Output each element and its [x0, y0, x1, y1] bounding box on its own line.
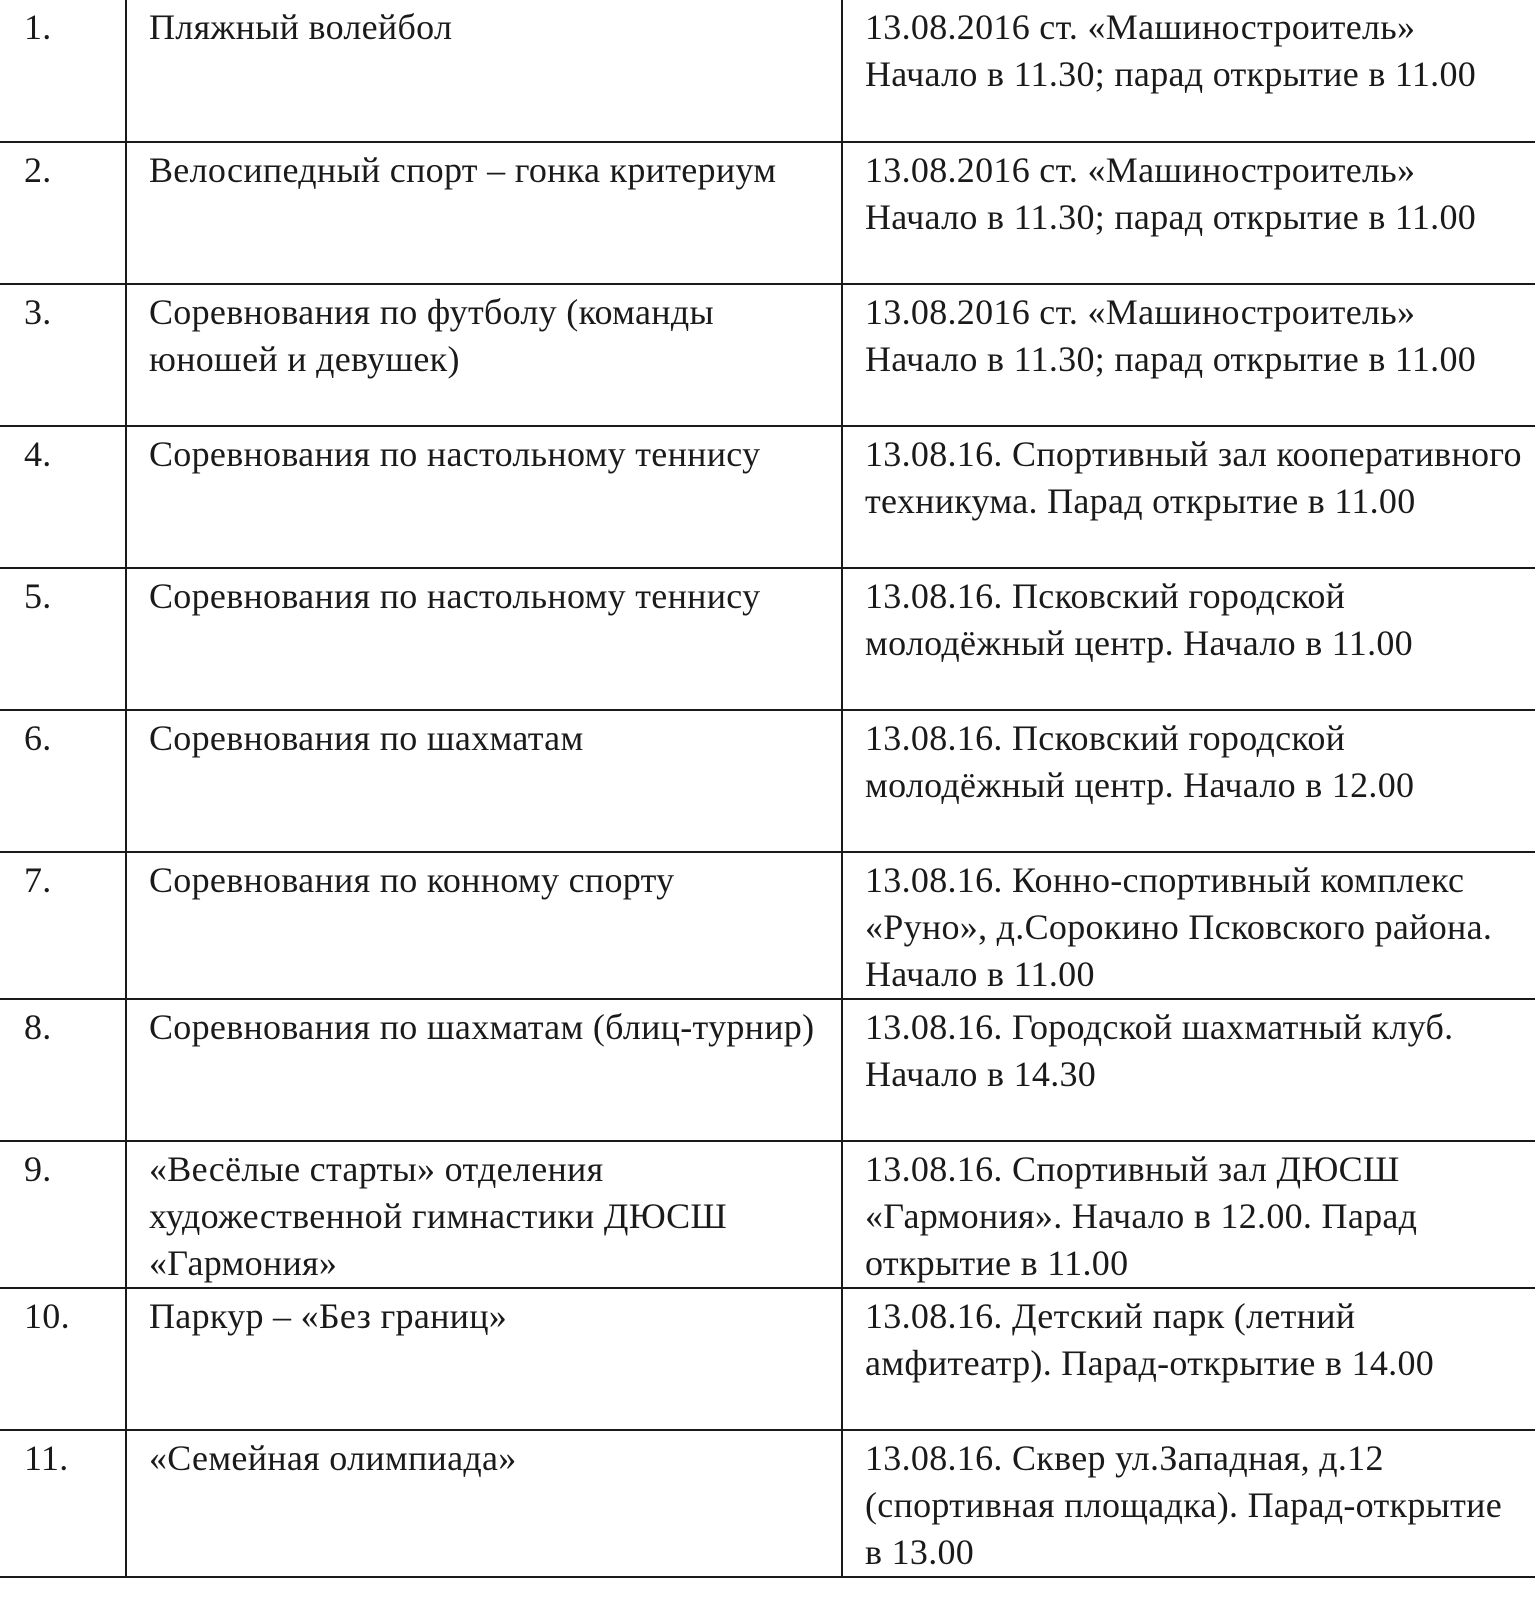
- event-name: Пляжный волейбол: [126, 0, 842, 142]
- event-name: «Семейная олимпиада»: [126, 1430, 842, 1577]
- row-number: 1.: [0, 0, 126, 142]
- event-details: 13.08.16. Спортивный зал ДЮСШ «Гармония». Начало в 12.00. Парад открытие в 11.00: [842, 1141, 1535, 1288]
- table-row: [0, 852, 1535, 999]
- event-name: Соревнования по шахматам (блиц-турнир): [126, 999, 842, 1141]
- event-details: 13.08.2016 ст. «Машиностроитель» Начало в 11.30; парад открытие в 11.00: [842, 0, 1535, 142]
- event-name: Велосипедный спорт – гонка критериум: [126, 142, 842, 284]
- table-row: [0, 710, 1535, 852]
- event-details: 13.08.16. Детский парк (летний амфитеатр). Парад-открытие в 14.00: [842, 1288, 1535, 1430]
- row-number: 4.: [0, 426, 126, 568]
- row-number: 3.: [0, 284, 126, 426]
- table-row: [0, 0, 1535, 142]
- event-name: Соревнования по шахматам: [126, 710, 842, 852]
- row-number: 8.: [0, 999, 126, 1141]
- event-details: 13.08.16. Псковский городской молодёжный центр. Начало в 11.00: [842, 568, 1535, 710]
- row-number: 10.: [0, 1288, 126, 1430]
- event-name: Соревнования по футболу (команды юношей и девушек): [126, 284, 842, 426]
- table-row: [0, 426, 1535, 568]
- row-number: 11.: [0, 1430, 126, 1577]
- table-row: [0, 284, 1535, 426]
- table-row: [0, 1141, 1535, 1288]
- row-number: 5.: [0, 568, 126, 710]
- row-number: 2.: [0, 142, 126, 284]
- table-row: [0, 1288, 1535, 1430]
- table-row: [0, 568, 1535, 710]
- event-details: 13.08.16. Конно-спортивный комплекс «Руно», д.Сорокино Псковского района. Начало в 11.00: [842, 852, 1535, 999]
- row-number: 9.: [0, 1141, 126, 1288]
- event-details: 13.08.2016 ст. «Машиностроитель» Начало в 11.30; парад открытие в 11.00: [842, 284, 1535, 426]
- event-name: Соревнования по настольному теннису: [126, 426, 842, 568]
- row-number: 7.: [0, 852, 126, 999]
- row-number: 6.: [0, 710, 126, 852]
- event-details: 13.08.16. Спортивный зал кооперативного техникума. Парад открытие в 11.00: [842, 426, 1535, 568]
- event-details: 13.08.2016 ст. «Машиностроитель» Начало в 11.30; парад открытие в 11.00: [842, 142, 1535, 284]
- event-details: 13.08.16. Сквер ул.Западная, д.12 (спортивная площадка). Парад-открытие в 13.00: [842, 1430, 1535, 1577]
- event-details: 13.08.16. Псковский городской молодёжный центр. Начало в 12.00: [842, 710, 1535, 852]
- event-name: «Весёлые старты» отделения художественной гимнастики ДЮСШ «Гармония»: [126, 1141, 842, 1288]
- table-row: [0, 999, 1535, 1141]
- table-row: [0, 1430, 1535, 1577]
- event-name: Паркур – «Без границ»: [126, 1288, 842, 1430]
- event-name: Соревнования по настольному теннису: [126, 568, 842, 710]
- event-name: Соревнования по конному спорту: [126, 852, 842, 999]
- table-row: [0, 142, 1535, 284]
- event-details: 13.08.16. Городской шахматный клуб. Начало в 14.30: [842, 999, 1535, 1141]
